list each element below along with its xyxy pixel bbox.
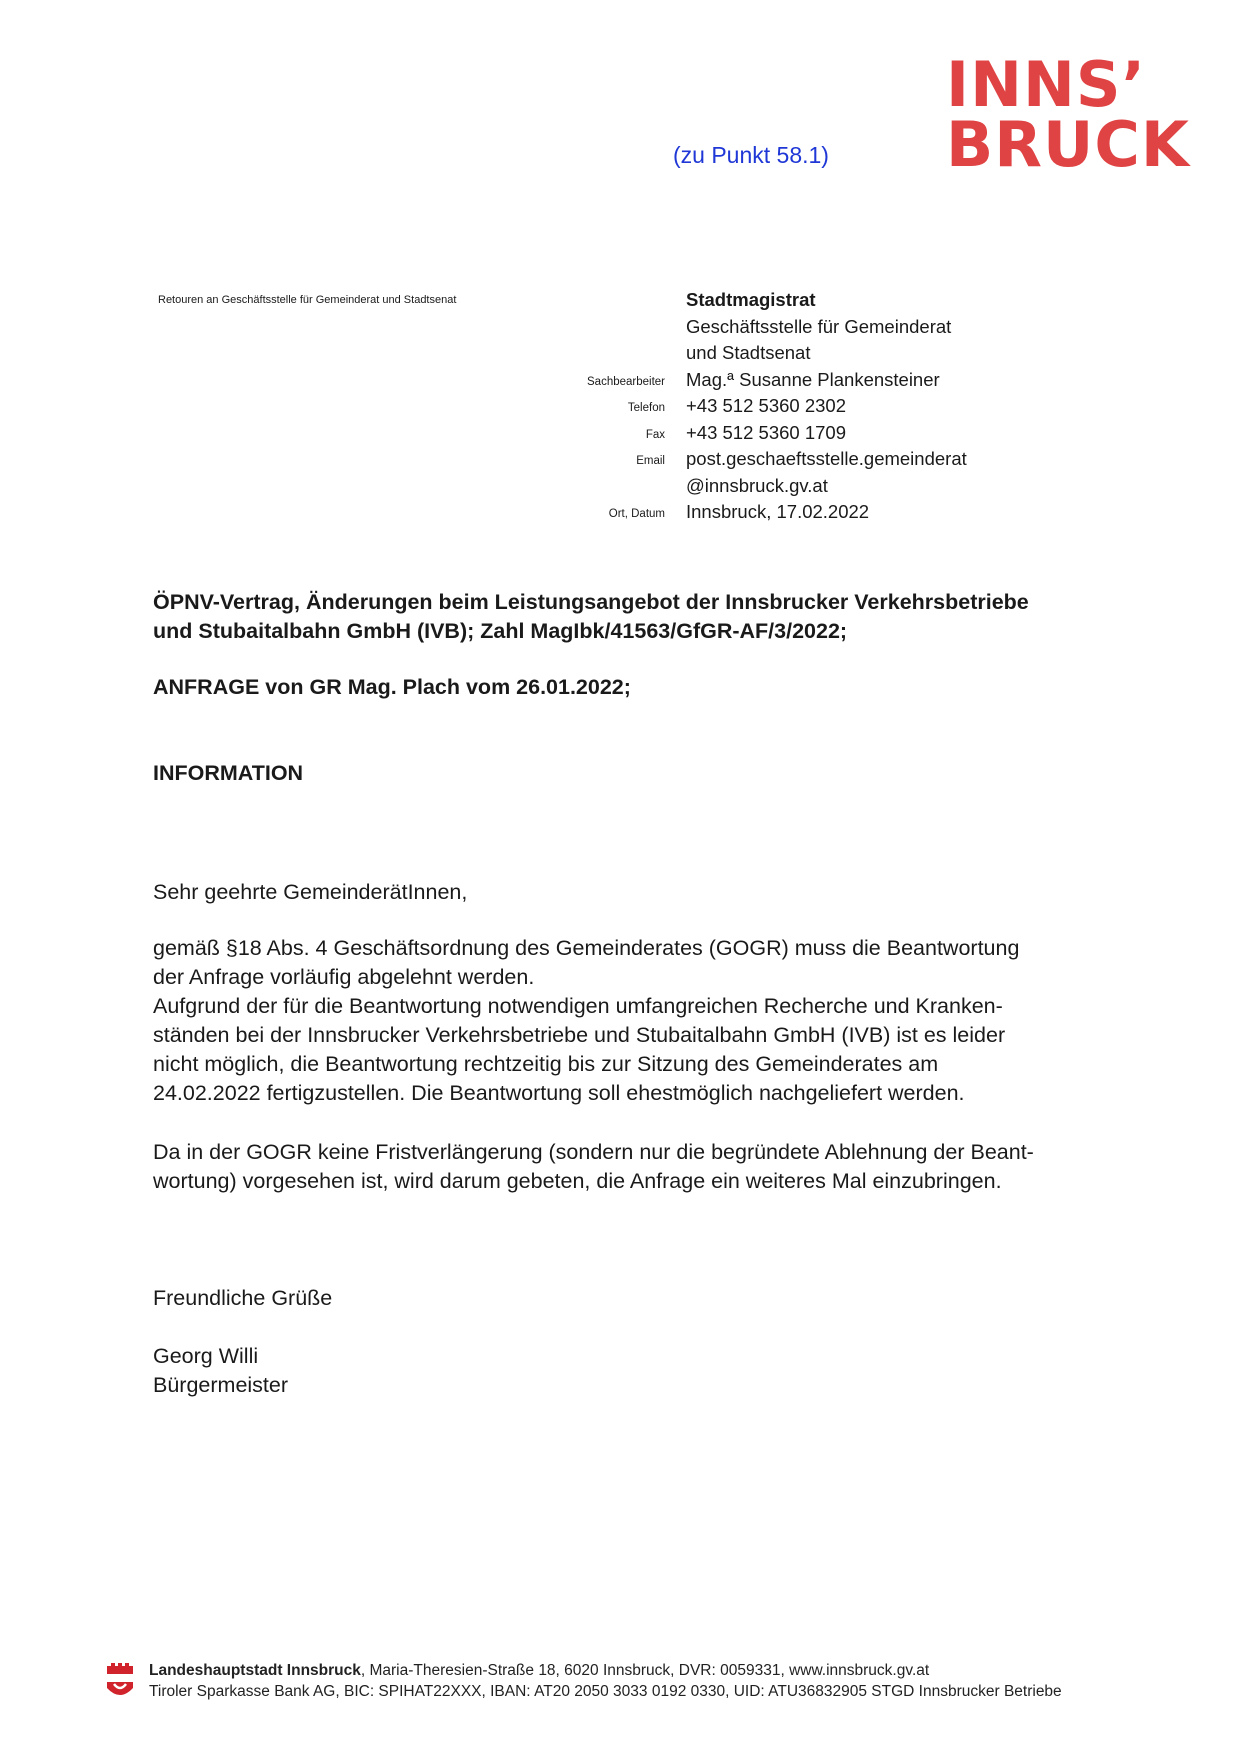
paragraph-line: 24.02.2022 fertigzustellen. Die Beantwortung soll ehestmöglich nachgeliefert werden. xyxy=(153,1081,965,1105)
logo-line-1: INNS’ xyxy=(946,48,1147,121)
paragraph-line: wortung) vorgesehen ist, wird darum gebeten, die Anfrage ein weiteres Mal einzubringen. xyxy=(153,1169,1002,1193)
sender-labels xyxy=(540,287,665,526)
paragraph-line: Aufgrund der für die Beantwortung notwendigen umfangreichen Recherche und Kranken- xyxy=(153,994,1003,1018)
footer xyxy=(105,1660,1135,1706)
logo-line-2: BRUCK xyxy=(946,108,1190,181)
subject-line-2: und Stubaitalbahn GmbH (IVB); Zahl MagIbk/41563/GfGR-AF/3/2022; xyxy=(153,618,848,643)
sender-clerk: Mag.ª Susanne Plankensteiner xyxy=(686,368,940,390)
clerk-label: Sachbearbeiter xyxy=(587,375,665,388)
signature-block xyxy=(153,1342,1113,1400)
footer-org: Landeshauptstadt Innsbruck xyxy=(149,1662,361,1679)
sender-dept-line-2: und Stadtsenat xyxy=(686,342,811,363)
subject-line-1: ÖPNV-Vertrag, Änderungen beim Leistungsangebot der Innsbrucker Verkehrsbetriebe xyxy=(153,590,1029,614)
sender-email-line-2: @innsbruck.gv.at xyxy=(686,474,828,496)
request-line: ANFRAGE von GR Mag. Plach vom 26.01.2022; xyxy=(153,675,631,699)
paragraph-line: der Anfrage vorläufig abgelehnt werden. xyxy=(153,965,535,989)
paragraph-line: gemäß §18 Abs. 4 Geschäftsordnung des Gemeinderates (GOGR) muss die Beantwortung xyxy=(153,936,1020,960)
sender-date: Innsbruck, 17.02.2022 xyxy=(686,501,870,522)
closing: Freundliche Grüße xyxy=(153,1286,333,1310)
paragraph-line: nicht möglich, die Beantwortung rechtzeitig bis zur Sitzung des Gemeinderates am xyxy=(153,1052,939,1076)
email-label: Email xyxy=(636,455,665,467)
signer-name: Georg Willi xyxy=(153,1344,259,1368)
footer-address: , Maria-Theresien-Straße 18, 6020 Innsbruck, DVR: 0059331, www.innsbruck.gv.at xyxy=(360,1662,930,1679)
agenda-reference: (zu Punkt 58.1) xyxy=(673,142,829,168)
paragraph-line: ständen bei der Innsbrucker Verkehrsbetriebe und Stubaitalbahn GmbH (IVB) ist es leider xyxy=(153,1023,1006,1047)
subject xyxy=(153,588,1113,645)
sender-dept-line-1: Geschäftsstelle für Gemeinderat xyxy=(686,315,952,337)
document-type: INFORMATION xyxy=(153,761,304,785)
sender-fax: +43 512 5360 1709 xyxy=(686,421,846,443)
sender-block xyxy=(686,287,967,526)
salutation: Sehr geehrte GemeinderätInnen, xyxy=(153,880,468,904)
footer-bank: Tiroler Sparkasse Bank AG, BIC: SPIHAT22XXX, IBAN: AT20 2050 3033 0192 0330, UID: ATU36832905 STGD Innsbrucker Betriebe xyxy=(149,1683,1062,1700)
footer-text xyxy=(149,1660,1062,1702)
paragraph-line: Da in der GOGR keine Fristverlängerung (sondern nur die begründete Ablehnung der Beant- xyxy=(153,1140,1034,1164)
signer-title: Bürgermeister xyxy=(153,1373,289,1397)
fax-label: Fax xyxy=(645,428,665,441)
paragraph-2 xyxy=(153,1138,1113,1196)
sender-office: Stadtmagistrat xyxy=(686,289,816,310)
innsbruck-logo xyxy=(946,48,1191,181)
phone-label: Telefon xyxy=(627,402,665,414)
city-crest-icon xyxy=(105,1662,135,1702)
date-label: Ort, Datum xyxy=(608,508,665,520)
return-address: Retouren an Geschäftsstelle für Gemeinderat und Stadtsenat xyxy=(158,294,457,306)
sender-email-line-1: post.geschaeftsstelle.gemeinderat xyxy=(686,448,967,469)
paragraph-1 xyxy=(153,934,1113,1108)
sender-phone: +43 512 5360 2302 xyxy=(686,395,846,416)
